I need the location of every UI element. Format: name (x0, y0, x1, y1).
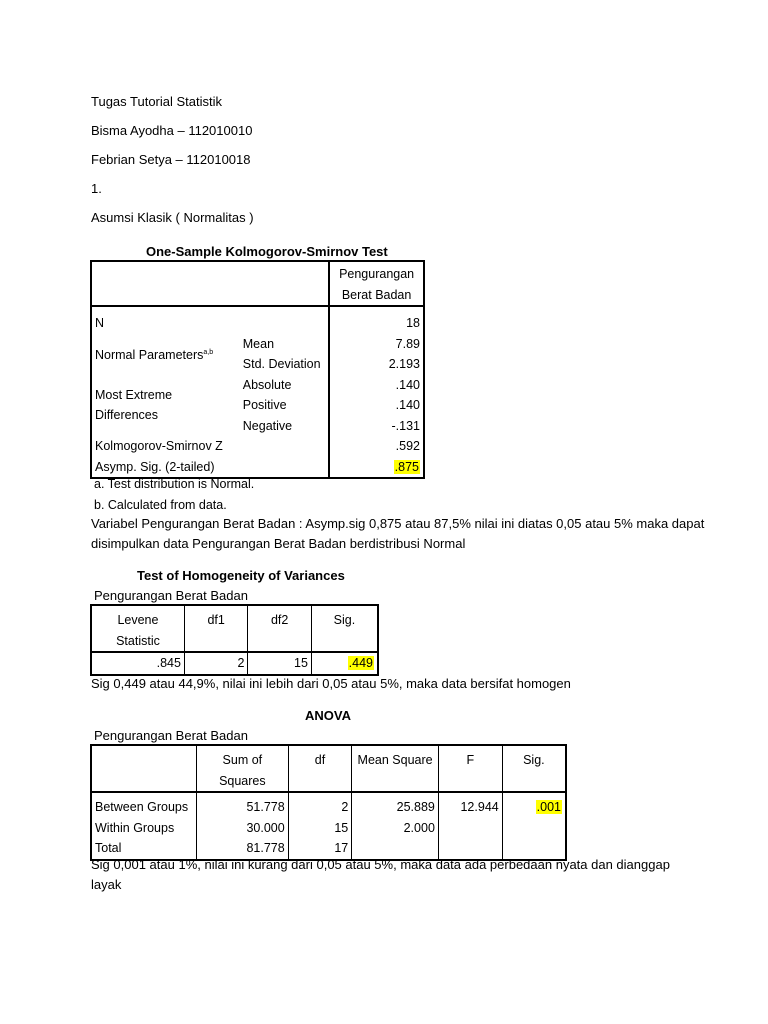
anova-h-df: df (288, 745, 352, 792)
homogeneity-title: Test of Homogeneity of Variances (137, 568, 345, 583)
anova-table (90, 744, 567, 861)
ks-table-title: One-Sample Kolmogorov-Smirnov Test (146, 244, 388, 259)
anova-sig: .001 (536, 800, 561, 814)
anova-ss: 51.778 (197, 792, 289, 818)
anova-row-label: Within Groups (91, 818, 197, 839)
homogeneity-h-df2: df2 (248, 605, 311, 652)
ks-negative-label: Negative (240, 416, 329, 437)
ks-sd-label: Std. Deviation (240, 354, 329, 375)
anova-ss: 30.000 (197, 818, 289, 839)
table-row (91, 652, 378, 675)
ks-absolute-label: Absolute (240, 375, 329, 396)
table-row (91, 818, 566, 839)
author-line-2: Febrian Setya – 112010018 (91, 152, 251, 167)
ks-conclusion-line-1: Variabel Pengurangan Berat Badan : Asymp.sig 0,875 atau 87,5% nilai ini diatas 0,05 atau 5% maka dapat (91, 516, 705, 531)
question-number: 1. (91, 181, 102, 196)
anova-df: 17 (288, 838, 352, 860)
table-row (91, 375, 424, 396)
anova-f (438, 818, 502, 839)
anova-conclusion-line-2: layak (91, 877, 122, 892)
homogeneity-h-sig: Sig. (333, 613, 356, 627)
anova-h-ss: Sum of Squares (197, 745, 289, 792)
ks-sd-value: 2.193 (388, 357, 420, 371)
ks-sig-label: Asymp. Sig. (2-tailed) (91, 457, 329, 479)
table-row (91, 306, 424, 334)
homogeneity-conclusion: Sig 0,449 atau 44,9%, nilai ini lebih dari 0,05 atau 5%, maka data bersifat homogen (91, 676, 571, 691)
ks-footnote-a: a. Test distribution is Normal. (94, 477, 255, 491)
ks-normal-params-label: Normal Parameters$^{a,b}$ (95, 347, 214, 362)
ks-z-value: .592 (395, 439, 420, 453)
ks-mean-value: 7.89 (395, 336, 420, 351)
anova-subtitle: Pengurangan Berat Badan (94, 728, 248, 743)
anova-f: 12.944 (438, 792, 502, 818)
anova-sig (502, 818, 566, 839)
homogeneity-header-row (91, 605, 378, 652)
ks-conclusion-line-2: disimpulkan data Pengurangan Berat Badan berdistribusi Normal (91, 536, 466, 551)
ks-table (90, 260, 425, 479)
anova-row-label: Total (91, 838, 197, 860)
homogeneity-table (90, 604, 379, 676)
ks-extreme-label: Most Extreme Differences (95, 387, 173, 423)
homogeneity-subtitle: Pengurangan Berat Badan (94, 588, 248, 603)
ks-negative-value: -.131 (391, 418, 420, 433)
table-row (91, 457, 424, 479)
ks-n-value: 18 (406, 316, 420, 330)
homogeneity-h-levene: Levene Statistic (91, 605, 184, 652)
homogeneity-df1: 2 (184, 652, 247, 675)
homogeneity-h-df1: df1 (184, 605, 247, 652)
doc-title: Tugas Tutorial Statistik (91, 94, 223, 109)
anova-df: 2 (288, 792, 352, 818)
ks-mean-label: Mean (240, 334, 329, 355)
anova-row-label: Between Groups (91, 792, 197, 818)
anova-header-row (91, 745, 566, 792)
ks-positive-label: Positive (240, 395, 329, 416)
ks-absolute-value: .140 (395, 377, 420, 392)
anova-h-sig: Sig. (523, 753, 545, 767)
table-row (91, 436, 424, 457)
author-line-1: Bisma Ayodha – 112010010 (91, 123, 253, 138)
ks-n-label: N (91, 306, 329, 334)
anova-title: ANOVA (305, 708, 351, 723)
anova-ms: 25.889 (352, 792, 439, 818)
anova-h-ms: Mean Square (352, 745, 439, 792)
ks-sig-value: .875 (394, 459, 419, 474)
anova-conclusion-line-1: Sig 0,001 atau 1%, nilai ini kurang dari 0,05 atau 5%, maka data ada perbedaan nyata dan dianggap (91, 857, 670, 872)
ks-positive-value: .140 (395, 398, 420, 412)
table-row (91, 792, 566, 818)
section-heading: Asumsi Klasik ( Normalitas ) (91, 210, 254, 225)
homogeneity-levene: .845 (91, 652, 184, 675)
ks-col-header-line-2: Berat Badan (341, 287, 412, 302)
anova-df: 15 (288, 818, 352, 839)
homogeneity-df2: 15 (248, 652, 311, 675)
anova-ss: 81.778 (197, 838, 289, 860)
table-row (91, 334, 424, 355)
anova-h-f: F (438, 745, 502, 792)
ks-z-label: Kolmogorov-Smirnov Z (91, 436, 329, 457)
homogeneity-sig: .449 (348, 656, 373, 670)
ks-header-row (91, 261, 424, 306)
anova-ms: 2.000 (352, 818, 439, 839)
ks-col-header-line-1: Pengurangan (339, 267, 415, 281)
ks-footnote-b: b. Calculated from data. (94, 498, 227, 512)
